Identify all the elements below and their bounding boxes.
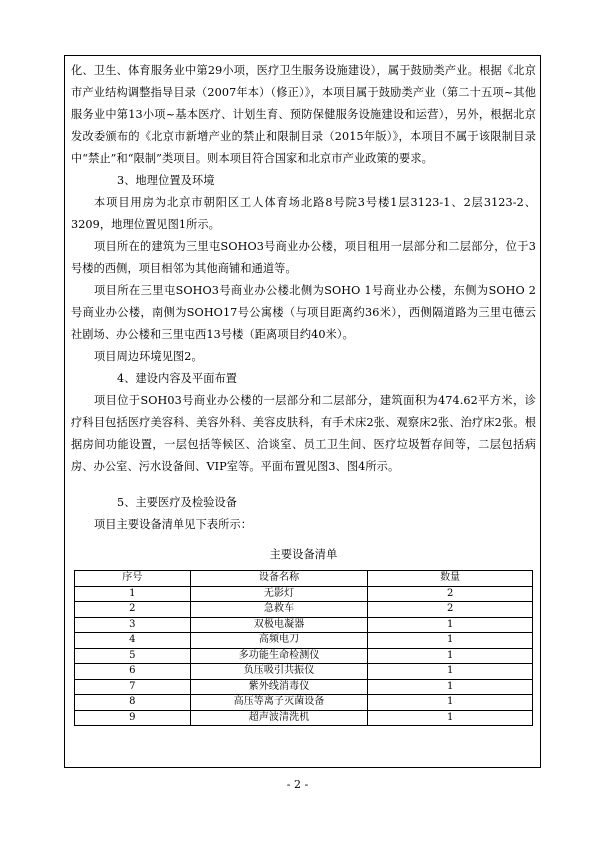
spacer (71, 478, 536, 492)
cell-index: 5 (75, 648, 191, 664)
table-row (75, 633, 533, 649)
table-row (75, 664, 533, 680)
heading-equipment: 5、主要医疗及检验设备 (117, 496, 238, 509)
cell-name: 负压吸引共振仪 (190, 664, 368, 680)
page-number: - 2 - (286, 778, 309, 791)
cell-index: 7 (75, 679, 191, 695)
cell-name: 高压等离子灭菌设备 (190, 695, 368, 711)
cell-index: 3 (75, 617, 191, 633)
cell-quantity: 1 (368, 648, 533, 664)
table-row (75, 586, 533, 602)
cell-name: 高频电刀 (190, 633, 368, 649)
document-body (71, 60, 536, 726)
table-row (75, 648, 533, 664)
table-header-row (75, 571, 533, 587)
cell-index: 2 (75, 602, 191, 618)
cell-quantity: 1 (368, 695, 533, 711)
cell-name: 多功能生命检测仪 (190, 648, 368, 664)
cell-index: 8 (75, 695, 191, 711)
cell-index: 1 (75, 586, 191, 602)
heading-location: 3、地理位置及环境 (117, 174, 215, 187)
cell-index: 6 (75, 664, 191, 680)
header-quantity: 数量 (368, 571, 533, 587)
header-equipment-name: 设备名称 (190, 571, 368, 587)
table-title: 主要设备清单 (269, 548, 338, 561)
table-row (75, 710, 533, 726)
cell-name: 双极电凝器 (190, 617, 368, 633)
paragraph-construction: 项目位于SOH03号商业办公楼的一层部分和二层部分，建筑面积为474.62平方米，诊疗科目包括医疗美容科、美容外科、美容皮肤科，有手术床2张、观察床2张、治疗床2张。根据房间功能设置，一层包括等候区、洽谈室、员工卫生间、医疗垃圾暂存间等，二层包括病房、办公室、污水设备间、VIP室等。平面布置见图3、图4所示。 (71, 394, 536, 473)
cell-name: 超声波清洗机 (190, 710, 368, 726)
cell-quantity: 1 (368, 633, 533, 649)
heading-construction: 4、建设内容及平面布置 (117, 372, 238, 385)
cell-quantity: 2 (368, 586, 533, 602)
paragraph-address: 本项目用房为北京市朝阳区工人体育场北路8号院3号楼1层3123-1、2层3123-2、3209，地理位置见图1所示。 (71, 196, 536, 231)
table-row (75, 695, 533, 711)
table-row (75, 617, 533, 633)
cell-quantity: 1 (368, 617, 533, 633)
cell-index: 4 (75, 633, 191, 649)
cell-quantity: 1 (368, 679, 533, 695)
cell-quantity: 1 (368, 664, 533, 680)
paragraph-building: 项目所在的建筑为三里屯SOHO3号商业办公楼，项目租用一层部分和二层部分，位于3号楼的西侧，项目相邻为其他商铺和通道等。 (71, 240, 536, 275)
cell-name: 紫外线消毒仪 (190, 679, 368, 695)
paragraph-surroundings: 项目所在三里屯SOHO3号商业办公楼北侧为SOHO 1号商业办公楼，东侧为SOHO 2号商业办公楼，南侧为SOHO17号公寓楼（与项目距离约36米），西侧隔道路为三里屯德云社剧场、办公楼和三里屯西13号楼（距离项目约40米）。 (71, 284, 536, 341)
cell-quantity: 1 (368, 710, 533, 726)
cell-name: 急救车 (190, 602, 368, 618)
cell-index: 9 (75, 710, 191, 726)
cell-quantity: 2 (368, 602, 533, 618)
header-index: 序号 (75, 571, 191, 587)
paragraph-industry-policy: 化、卫生、体育服务业中第29小项，医疗卫生服务设施建设），属于鼓励类产业。根据《北京市产业结构调整指导目录（2007年本）（修正）》，本项目属于鼓励类产业（第二十五项~其他服务业中第13小项~基本医疗、计划生育、预防保健服务设施建设和运营），另外，根据北京发改委颁布的《北京市新增产业的禁止和限制目录（2015年版）》，本项目不属于该限制目录中“禁止”和“限制”类项目。则本项目符合国家和北京市产业政策的要求。 (71, 64, 536, 165)
paragraph-figure-ref: 项目周边环境见图2。 (94, 350, 203, 363)
table-row (75, 602, 533, 618)
paragraph-equipment-intro: 项目主要设备清单见下表所示： (94, 518, 253, 531)
cell-name: 无影灯 (190, 586, 368, 602)
equipment-table (74, 570, 533, 726)
table-row (75, 679, 533, 695)
